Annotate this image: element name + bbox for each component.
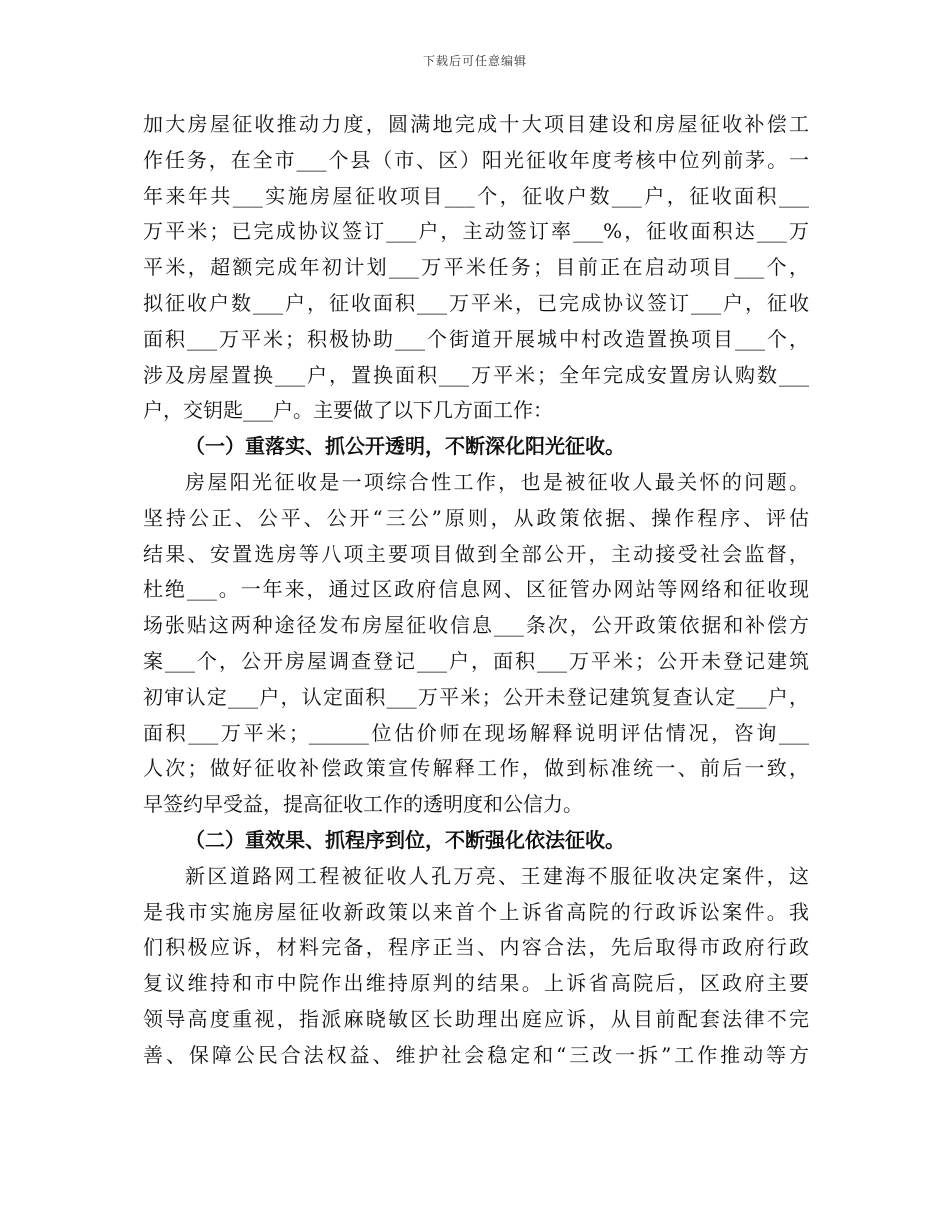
text-line: 房屋阳光征收是一项综合性工作，也是被征收人最关怀的问题。 (185, 469, 809, 494)
text-line: 万平米；已完成协议签订___户，主动签订率___%，征收面积达___万 (143, 219, 809, 244)
text-line: 户，交钥匙___户。主要做了以下几方面工作： (143, 398, 553, 423)
text-line: 领导高度重视，指派麻晓敏区长助理出庭应诉，从目前配套法律不完 (143, 1006, 809, 1031)
text-line: 复议维持和市中院作出维持原判的结果。上诉省高院后，区政府主要 (143, 971, 809, 996)
text-line: 结果、安置选房等八项主要项目做到全部公开，主动接受社会监督， (143, 541, 809, 566)
text-line: 案___个，公开房屋调查登记___户，面积___万平米；公开未登记建筑 (143, 648, 809, 673)
text-line: 平米，超额完成年初计划___万平米任务；目前正在启动项目___个， (143, 255, 809, 280)
text-line: 初审认定___户，认定面积___万平米；公开未登记建筑复查认定___户， (143, 684, 809, 709)
page-header: 下载后可任意编辑 (422, 54, 527, 68)
text-line: 年来年共___实施房屋征收项目___个，征收户数___户，征收面积___ (143, 183, 809, 208)
text-line: 坚持公正、公平、公开“三公”原则，从政策依据、操作程序、评估 (143, 505, 809, 530)
section-heading: （二）重效果、抓程序到位，不断强化依法征收。 (185, 827, 625, 852)
text-line: 新区道路网工程被征收人孔万亮、王建海不服征收决定案件，这 (185, 863, 809, 888)
text-line: 早签约早受益，提高征收工作的透明度和公信力。 (143, 792, 583, 817)
text-line: 作任务，在全市___个县（市、区）阳光征收年度考核中位列前茅。一 (143, 147, 809, 172)
text-line: 善、保障公民合法权益、维护社会稳定和“三改一拆”工作推动等方 (143, 1042, 809, 1067)
text-line: 面积___万平米；______位估价师在现场解释说明评估情况，咨询___ (143, 720, 809, 745)
text-line: 加大房屋征收推动力度，圆满地完成十大项目建设和房屋征收补偿工 (143, 112, 809, 136)
text-line: 人次；做好征收补偿政策宣传解释工作，做到标准统一、前后一致， (143, 756, 809, 781)
text-line: 涉及房屋置换___户，置换面积___万平米；全年完成安置房认购数___ (143, 362, 809, 387)
body-text (143, 107, 809, 1074)
text-line: 是我市实施房屋征收新政策以来首个上诉省高院的行政诉讼案件。我 (143, 899, 809, 924)
section-heading: （一）重落实、抓公开透明，不断深化阳光征收。 (185, 434, 625, 459)
text-line: 拟征收户数___户，征收面积___万平米，已完成协议签订___户，征收 (143, 290, 809, 315)
text-line: 们积极应诉，材料完备，程序正当、内容合法，先后取得市政府行政 (143, 935, 809, 960)
text-line: 杜绝___。一年来，通过区政府信息网、区征管办网站等网络和征收现 (143, 577, 809, 602)
text-line: 场张贴这两种途径发布房屋征收信息___条次，公开政策依据和补偿方 (143, 613, 809, 638)
text-line: 面积___万平米；积极协助___个街道开展城中村改造置换项目___个， (143, 326, 809, 351)
